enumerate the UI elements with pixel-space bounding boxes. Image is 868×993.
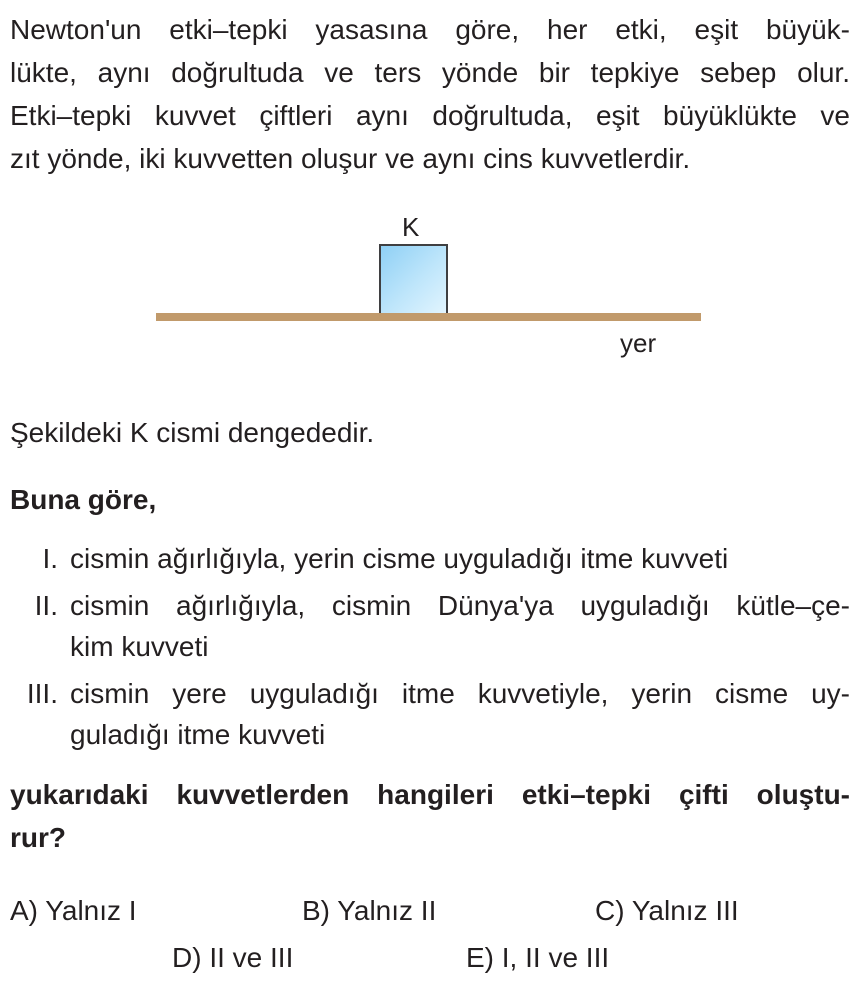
list-item bbox=[10, 673, 850, 755]
option-a[interactable]: A) Yalnız I bbox=[10, 895, 137, 926]
block-on-ground-figure bbox=[150, 205, 710, 365]
lead-text: Buna göre, bbox=[10, 484, 157, 515]
item-text bbox=[70, 585, 850, 667]
option-e[interactable]: E) I, II ve III bbox=[466, 942, 610, 973]
intro-line: Etki–tepki kuvvet çiftleri aynı doğrultuda, eşit büyüklükte ve bbox=[10, 100, 850, 131]
list-item bbox=[10, 585, 850, 667]
statement-list bbox=[10, 538, 850, 761]
item-line: cismin yere uyguladığı itme kuvvetiyle, yerin cisme uy- bbox=[70, 678, 850, 709]
intro-line: Newton'un etki–tepki yasasına göre, her etki, eşit büyük- bbox=[10, 14, 850, 45]
question-text bbox=[10, 773, 850, 859]
block-k bbox=[379, 244, 448, 317]
option-d[interactable]: D) II ve III bbox=[172, 942, 294, 973]
item-number: II. bbox=[34, 590, 58, 621]
item-line: cismin ağırlığıyla, cismin Dünya'ya uyguladığı kütle–çe- bbox=[70, 590, 850, 621]
block-label: K bbox=[402, 212, 420, 242]
option-b[interactable]: B) Yalnız II bbox=[302, 895, 437, 926]
option-c[interactable]: C) Yalnız III bbox=[595, 895, 739, 926]
ground-line bbox=[156, 313, 701, 321]
intro-paragraph bbox=[10, 8, 850, 180]
statement: Şekildeki K cismi dengededir. bbox=[10, 417, 375, 448]
question-line: rur? bbox=[10, 822, 66, 853]
item-text bbox=[70, 538, 850, 579]
item-line: kim kuvveti bbox=[70, 631, 209, 662]
item-text bbox=[70, 673, 850, 755]
item-number: III. bbox=[26, 678, 58, 709]
intro-line: zıt yönde, iki kuvvetten oluşur ve aynı cins kuvvetlerdir. bbox=[10, 143, 691, 174]
question-line: yukarıdaki kuvvetlerden hangileri etki–tepki çifti oluştu- bbox=[10, 779, 850, 810]
item-line: cismin ağırlığıyla, yerin cisme uyguladığı itme kuvveti bbox=[70, 543, 729, 574]
item-number: I. bbox=[42, 543, 58, 574]
item-line: guladığı itme kuvveti bbox=[70, 719, 326, 750]
list-item bbox=[10, 538, 850, 579]
ground-label: yer bbox=[620, 328, 657, 358]
intro-line: lükte, aynı doğrultuda ve ters yönde bir tepkiye sebep olur. bbox=[10, 57, 850, 88]
